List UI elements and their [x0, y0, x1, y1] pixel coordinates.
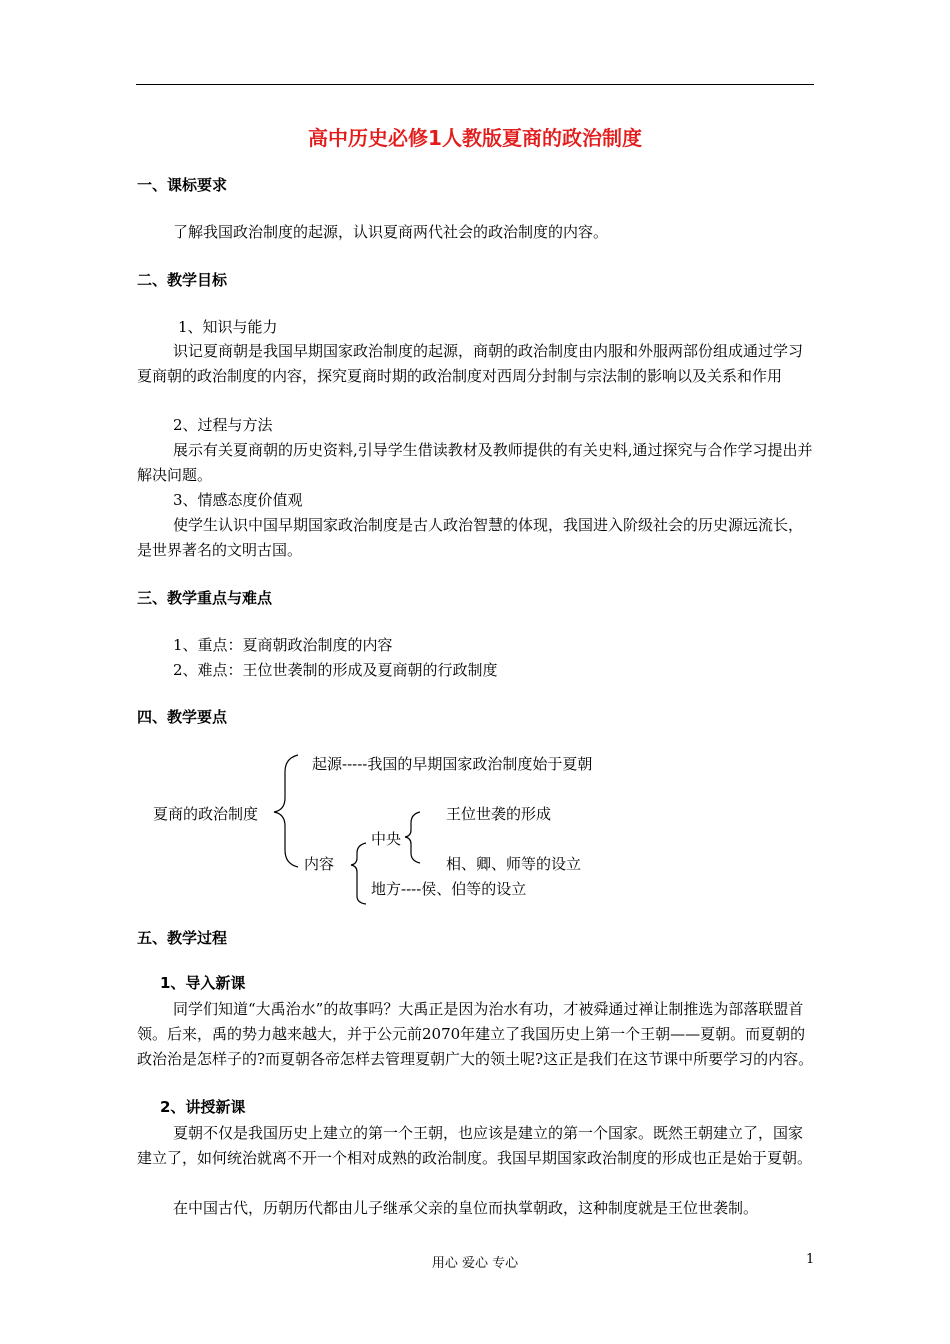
- goal-process-label: 2、过程与方法: [173, 416, 273, 434]
- diagram-origin-label: 起源-----我国的早期国家政治制度始于夏朝: [312, 755, 593, 773]
- diagram-content-label: 内容: [304, 855, 335, 873]
- goal-emotion-text: 使学生认识中国早期国家政治制度是古人政治智慧的体现，我国进入阶级社会的历史源远流长，是世界著名的文明古国。: [137, 516, 804, 559]
- new-lesson-text-2: 在中国古代，历朝历代都由儿子继承父亲的皇位而执掌朝政，这种制度就是王位世袭制。: [173, 1199, 759, 1217]
- goal-knowledge-label: 1、知识与能力: [178, 318, 278, 336]
- heading-teaching-process: 五、教学过程: [137, 929, 228, 947]
- new-lesson-text-1: 夏朝不仅是我国历史上建立的第一个王朝，也应该是建立的第一个国家。既然王朝建立了，国家建立了，如何统治就离不开一个相对成熟的政治制度。我国早期国家政治制度的形成也正是始于夏朝。: [137, 1124, 813, 1167]
- goal-knowledge-text: 识记夏商朝是我国早期国家政治制度的起源，商朝的政治制度由内服和外服两部份组成通过学习夏商朝的政治制度的内容，探究夏商时期的政治制度对西周分封制与宗法制的影响以及关系和作用: [137, 342, 804, 385]
- diagram-local-label: 地方----侯、伯等的设立: [371, 880, 527, 898]
- heading-key-points: 三、教学重点与难点: [137, 589, 273, 607]
- document-title: 高中历史必修1人教版夏商的政治制度: [308, 126, 642, 150]
- goal-process-text: 展示有关夏商朝的历史资料,引导学生借读教材及教师提供的有关史料,通过探究与合作学习提出并解决问题。: [137, 441, 813, 484]
- page-number: 1: [806, 1252, 815, 1267]
- heading-teaching-essentials: 四、教学要点: [137, 708, 228, 726]
- footer-motto: 用心 爱心 专心: [431, 1256, 519, 1271]
- goal-emotion-label: 3、情感态度价值观: [173, 491, 303, 509]
- diagram-root-label: 夏商的政治制度: [153, 805, 259, 823]
- diagram-central-item-1: 王位世袭的形成: [446, 805, 552, 823]
- heading-teaching-goals: 二、教学目标: [137, 271, 228, 289]
- content-brace: [351, 843, 366, 904]
- difficult-point-item: 2、难点：王位世袭制的形成及夏商朝的行政制度: [173, 661, 498, 679]
- diagram-central-label: 中央: [371, 830, 402, 848]
- central-brace: [405, 812, 420, 863]
- diagram-central-item-2: 相、卿、师等的设立: [446, 855, 582, 873]
- subheading-new-lesson: 2、讲授新课: [160, 1098, 246, 1116]
- introduction-text: 同学们知道“大禹治水”的故事吗？大禹正是因为治水有功，才被舜通过禅让制推选为部落联盟首领。后来，禹的势力越来越大，并于公元前2070年建立了我国历史上第一个王朝——夏朝。而夏朝的政治治是怎样子的?而夏朝各帝怎样去管理夏朝广大的领土呢?这正是我们在这节课中所要学习的内容。: [137, 1000, 814, 1068]
- curriculum-standards-text: 了解我国政治制度的起源，认识夏商两代社会的政治制度的内容。: [173, 223, 609, 241]
- root-brace: [274, 755, 298, 867]
- heading-curriculum-standards: 一、课标要求: [137, 176, 228, 194]
- key-point-item: 1、重点：夏商朝政治制度的内容: [173, 636, 393, 654]
- subheading-introduction: 1、导入新课: [160, 974, 246, 992]
